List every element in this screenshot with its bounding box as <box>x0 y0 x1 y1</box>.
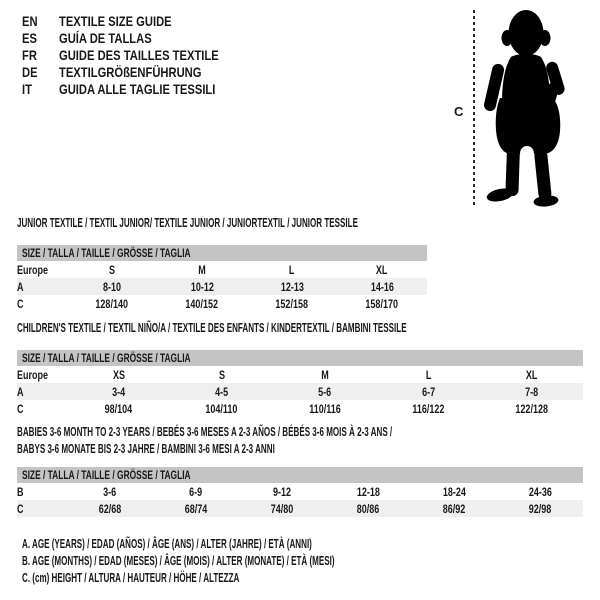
row-label: A <box>17 384 24 399</box>
row-label: B <box>17 484 24 499</box>
row-label: A <box>17 279 24 294</box>
language-label: TEXTILE SIZE GUIDE <box>59 12 172 29</box>
language-label: GUIDA ALLE TAGLIE TESSILI <box>59 80 216 97</box>
value-cell: 74/80 <box>270 501 294 516</box>
language-row-fr <box>22 46 259 63</box>
legend-line-b: B. AGE (MONTHS) / EDAD (MESES) / ÂGE (MOIS) / ALTER (MONATE) / ETÀ (MESI) <box>22 553 335 568</box>
table-row-height <box>17 500 583 517</box>
row-label: Europe <box>17 367 49 382</box>
size-header-label: SIZE / TALLA / TAILLE / GRÖSSE / TAGLIA <box>22 468 191 482</box>
language-code: DE <box>22 63 38 80</box>
value-cell: 8-10 <box>102 279 122 294</box>
value-cell: 92/98 <box>528 501 552 516</box>
language-label: GUÍA DE TALLAS <box>59 29 152 46</box>
table-row-height <box>17 295 427 312</box>
value-cell: 12-18 <box>356 484 380 499</box>
table-row-age <box>17 278 427 295</box>
size-cell: M <box>321 367 329 382</box>
language-row-en <box>22 12 259 29</box>
measurement-legend <box>22 535 526 586</box>
value-cell: 80/86 <box>356 501 380 516</box>
value-cell: 12-13 <box>280 279 304 294</box>
value-cell: 86/92 <box>442 501 466 516</box>
section-childrens-textile <box>17 320 583 417</box>
size-cell: M <box>198 262 206 277</box>
row-label: C <box>17 401 24 416</box>
size-cell: XL <box>525 367 538 382</box>
legend-line-a: A. AGE (YEARS) / EDAD (AÑOS) / ÂGE (ANS) / ALTER (JAHRE) / ETÀ (ANNI) <box>22 536 312 551</box>
height-measure-dashed-line <box>473 10 475 207</box>
value-cell: 6-9 <box>189 484 203 499</box>
value-cell: 7-8 <box>524 384 538 399</box>
language-code: FR <box>22 46 37 63</box>
value-cell: 62/68 <box>98 501 122 516</box>
value-cell: 3-4 <box>112 384 126 399</box>
row-label: C <box>17 296 24 311</box>
legend-line-c: C. (cm) HEIGHT / ALTURA / HAUTEUR / HÖHE / ALTEZZA <box>22 570 240 585</box>
size-header-label: SIZE / TALLA / TAILLE / GRÖSSE / TAGLIA <box>22 246 191 260</box>
table-row-age <box>17 383 583 400</box>
size-header-label: SIZE / TALLA / TAILLE / GRÖSSE / TAGLIA <box>22 351 191 365</box>
value-cell: 140/152 <box>185 296 219 311</box>
language-row-es <box>22 29 259 46</box>
value-cell: 158/170 <box>365 296 399 311</box>
value-cell: 5-6 <box>318 384 332 399</box>
size-header-bar <box>17 245 427 261</box>
language-code: IT <box>22 80 32 97</box>
language-code: ES <box>22 29 37 46</box>
table-row-height <box>17 400 583 417</box>
table-row-age-months <box>17 483 583 500</box>
value-cell: 24-36 <box>528 484 552 499</box>
value-cell: 3-6 <box>103 484 117 499</box>
value-cell: 116/122 <box>412 401 445 416</box>
language-label: GUIDE DES TAILLES TEXTILE <box>59 46 219 63</box>
section-title-line2: BABYS 3-6 MONATE BIS 2-3 JAHRE / BAMBINI 3-6 MESI A 2-3 ANNI <box>17 441 275 456</box>
value-cell: 6-7 <box>421 384 435 399</box>
section-babies <box>17 424 583 517</box>
language-row-it <box>22 80 259 97</box>
value-cell: 68/74 <box>184 501 208 516</box>
table-row-europe <box>17 366 583 383</box>
value-cell: 104/110 <box>205 401 238 416</box>
height-measure-label: C <box>454 104 464 119</box>
value-cell: 9-12 <box>272 484 292 499</box>
section-title-line1: BABIES 3-6 MONTH TO 2-3 YEARS / BEBÉS 3-6 MESES A 2-3 AÑOS / BÉBÉS 3-6 MOIS À 2-3 ANS / <box>17 424 393 439</box>
size-header-bar <box>17 467 583 483</box>
section-title: CHILDREN'S TEXTILE / TEXTIL NIÑO/A / TEXTILE DES ENFANTS / KINDERTEXTIL / BAMBINI TESSILE <box>17 320 407 335</box>
value-cell: 4-5 <box>215 384 229 399</box>
size-cell: S <box>108 262 115 277</box>
value-cell: 110/116 <box>309 401 341 416</box>
language-row-de <box>22 63 259 80</box>
value-cell: 10-12 <box>190 279 214 294</box>
table-row-europe <box>17 261 427 278</box>
value-cell: 128/140 <box>95 296 129 311</box>
toddler-silhouette <box>483 8 570 209</box>
language-code: EN <box>22 12 38 29</box>
section-title: JUNIOR TEXTILE / TEXTIL JUNIOR/ TEXTILE JUNIOR / JUNIORTEXTIL / JUNIOR TESSILE <box>17 215 358 230</box>
size-cell: XL <box>376 262 388 277</box>
language-list <box>22 12 259 97</box>
value-cell: 14-16 <box>370 279 394 294</box>
size-cell: L <box>425 367 431 382</box>
value-cell: 122/128 <box>515 401 548 416</box>
size-cell: L <box>289 262 295 277</box>
language-label: TEXTILGRÖßENFÜHRUNG <box>59 63 202 80</box>
section-junior-textile <box>17 215 427 312</box>
value-cell: 152/158 <box>275 296 309 311</box>
row-label: C <box>17 501 24 516</box>
size-cell: S <box>218 367 225 382</box>
value-cell: 18-24 <box>442 484 466 499</box>
row-label: Europe <box>17 262 49 277</box>
value-cell: 98/104 <box>104 401 133 416</box>
size-cell: XS <box>112 367 125 382</box>
size-header-bar <box>17 350 583 366</box>
